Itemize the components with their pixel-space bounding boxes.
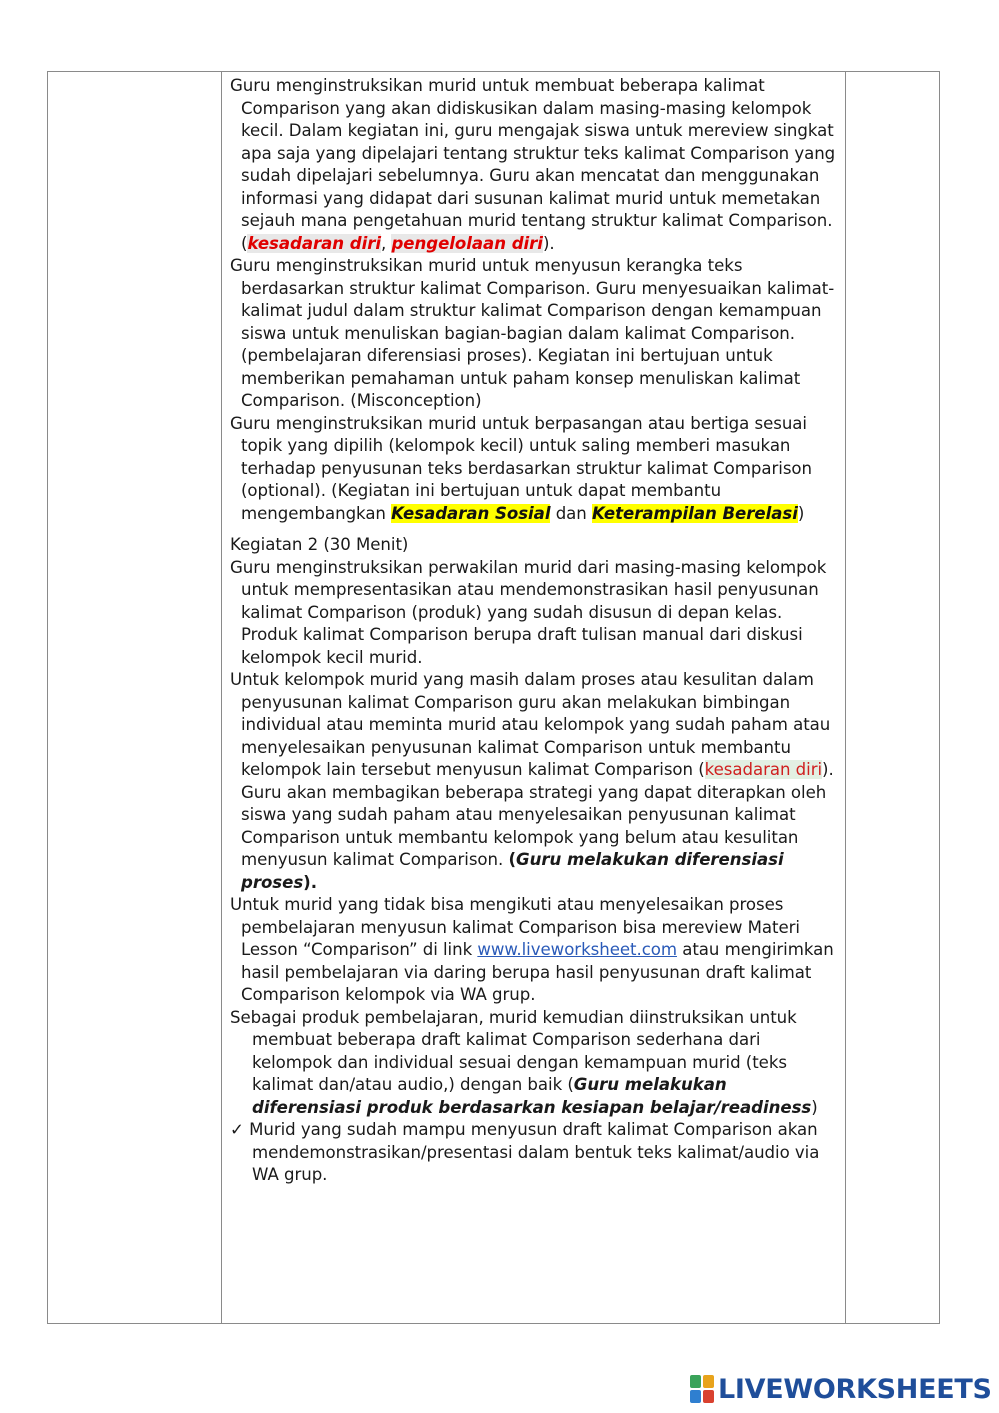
tag-kesadaran-sosial: Kesadaran Sosial bbox=[391, 503, 551, 523]
table-cell-right bbox=[846, 72, 939, 1323]
liveworksheet-link[interactable]: www.liveworksheet.com bbox=[477, 940, 677, 959]
lesson-table bbox=[47, 71, 940, 1324]
tag-pengelolaan-diri: pengelolaan diri bbox=[391, 233, 543, 253]
paragraph-k2-1: Guru menginstruksikan perwakilan murid dari masing-masing kelompok untuk mempresentasikan atau mendemonstrasikan hasil penyusunan kalimat Comparison (produk) yang sudah disusun di depan kelas. Produk kalimat Comparison berupa draft tulisan manual dari diskusi kelompok kecil murid. bbox=[230, 557, 827, 667]
note-diferensiasi-proses: Guru melakukan diferensiasi proses bbox=[241, 850, 784, 892]
logo-square-2 bbox=[703, 1375, 714, 1388]
tag-keterampilan-berelasi: Keterampilan Berelasi bbox=[592, 503, 798, 523]
tag-kesadaran-diri: kesadaran diri bbox=[247, 233, 381, 253]
paragraph-k2-5: ✓ Murid yang sudah mampu menyusun draft kalimat Comparison akan mendemonstrasikan/presentasi dalam bentuk teks kalimat/audio via WA grup. bbox=[230, 1120, 820, 1184]
paragraph-k1-3: Guru menginstruksikan murid untuk berpasangan atau bertiga sesuai topik yang dipilih (kelompok kecil) untuk saling memberi masukan terhadap penyusunan teks berdasarkan struktur kalimat Comparison (optional). (Kegiatan ini bertujuan untuk dapat membantu mengembangkan Kesadaran Sosial dan Keterampilan Berelasi) bbox=[230, 413, 813, 523]
check-icon: ✓ bbox=[230, 1120, 244, 1139]
paragraph-k2-4: Sebagai produk pembelajaran, murid kemudian diinstruksikan untuk membuat beberapa draft kalimat Comparison sederhana dari kelompok dan individual sesuai dengan kemampuan murid (teks kalimat dan/atau audio,) dengan baik (Guru melakukan diferensiasi produk berdasarkan kesiapan belajar/readiness) bbox=[230, 1007, 818, 1117]
logo-text: LIVEWORKSHEETS bbox=[718, 1373, 992, 1405]
kegiatan2-heading: Kegiatan 2 (30 Menit) bbox=[230, 535, 409, 554]
paragraph-k1-1: Guru menginstruksikan murid untuk membuat beberapa kalimat Comparison yang akan didiskusikan dalam masing-masing kelompok kecil. Dalam kegiatan ini, guru mengajak siswa untuk mereview singkat apa saja yang dipelajari tentang struktur teks kalimat Comparison yang sudah dipelajari sebelumnya. Guru akan mencatat dan menggunakan informasi yang didapat dari susunan kalimat murid untuk memetakan sejauh mana pengetahuan murid tentang struktur kalimat Comparison. (kesadaran diri, pengelolaan diri). bbox=[230, 76, 836, 253]
note-diferensiasi-produk: Guru melakukan diferensiasi produk berdasarkan kesiapan belajar/readiness bbox=[252, 1075, 812, 1117]
paragraph-k1-2: Guru menginstruksikan murid untuk menyusun kerangka teks berdasarkan struktur kalimat Comparison. Guru menyesuaikan kalimat-kalimat judul dalam struktur kalimat Comparison dengan kemampuan siswa untuk menuliskan bagian-bagian dalam kalimat Comparison. (pembelajaran diferensiasi proses). Kegiatan ini bertujuan untuk memberikan pemahaman untuk paham konsep menuliskan kalimat Comparison. (Misconception) bbox=[230, 256, 835, 410]
tag-kesadaran-diri-2: kesadaran diri bbox=[704, 760, 823, 779]
logo-square-4 bbox=[703, 1390, 714, 1403]
table-cell-left bbox=[48, 72, 222, 1323]
table-cell-content bbox=[222, 72, 846, 1323]
paragraph-k2-3: Untuk murid yang tidak bisa mengikuti atau menyelesaikan proses pembelajaran menyusun kalimat Comparison bisa mereview Materi Lesson “Comparison” di link www.liveworksheet.com atau mengirimkan hasil pembelajaran via daring berupa hasil penyusunan draft kalimat Comparison kelompok via WA grup. bbox=[230, 895, 834, 1004]
logo-icon bbox=[690, 1375, 714, 1403]
logo-square-3 bbox=[690, 1390, 701, 1403]
paragraph-k2-2: Untuk kelompok murid yang masih dalam proses atau kesulitan dalam penyusunan kalimat Comparison guru akan melakukan bimbingan individual atau meminta murid atau kelompok yang sudah paham atau menyelesaikan penyusunan kalimat Comparison untuk membantu kelompok lain tersebut menyusun kalimat Comparison (kesadaran diri). Guru akan membagikan beberapa strategi yang dapat diterapkan oleh siswa yang sudah paham atau menyelesaikan penyusunan kalimat Comparison untuk membantu kelompok yang belum atau kesulitan menyusun kalimat Comparison. (Guru melakukan diferensiasi proses). bbox=[230, 670, 834, 892]
liveworksheets-logo bbox=[690, 1373, 992, 1405]
logo-square-1 bbox=[690, 1375, 701, 1388]
